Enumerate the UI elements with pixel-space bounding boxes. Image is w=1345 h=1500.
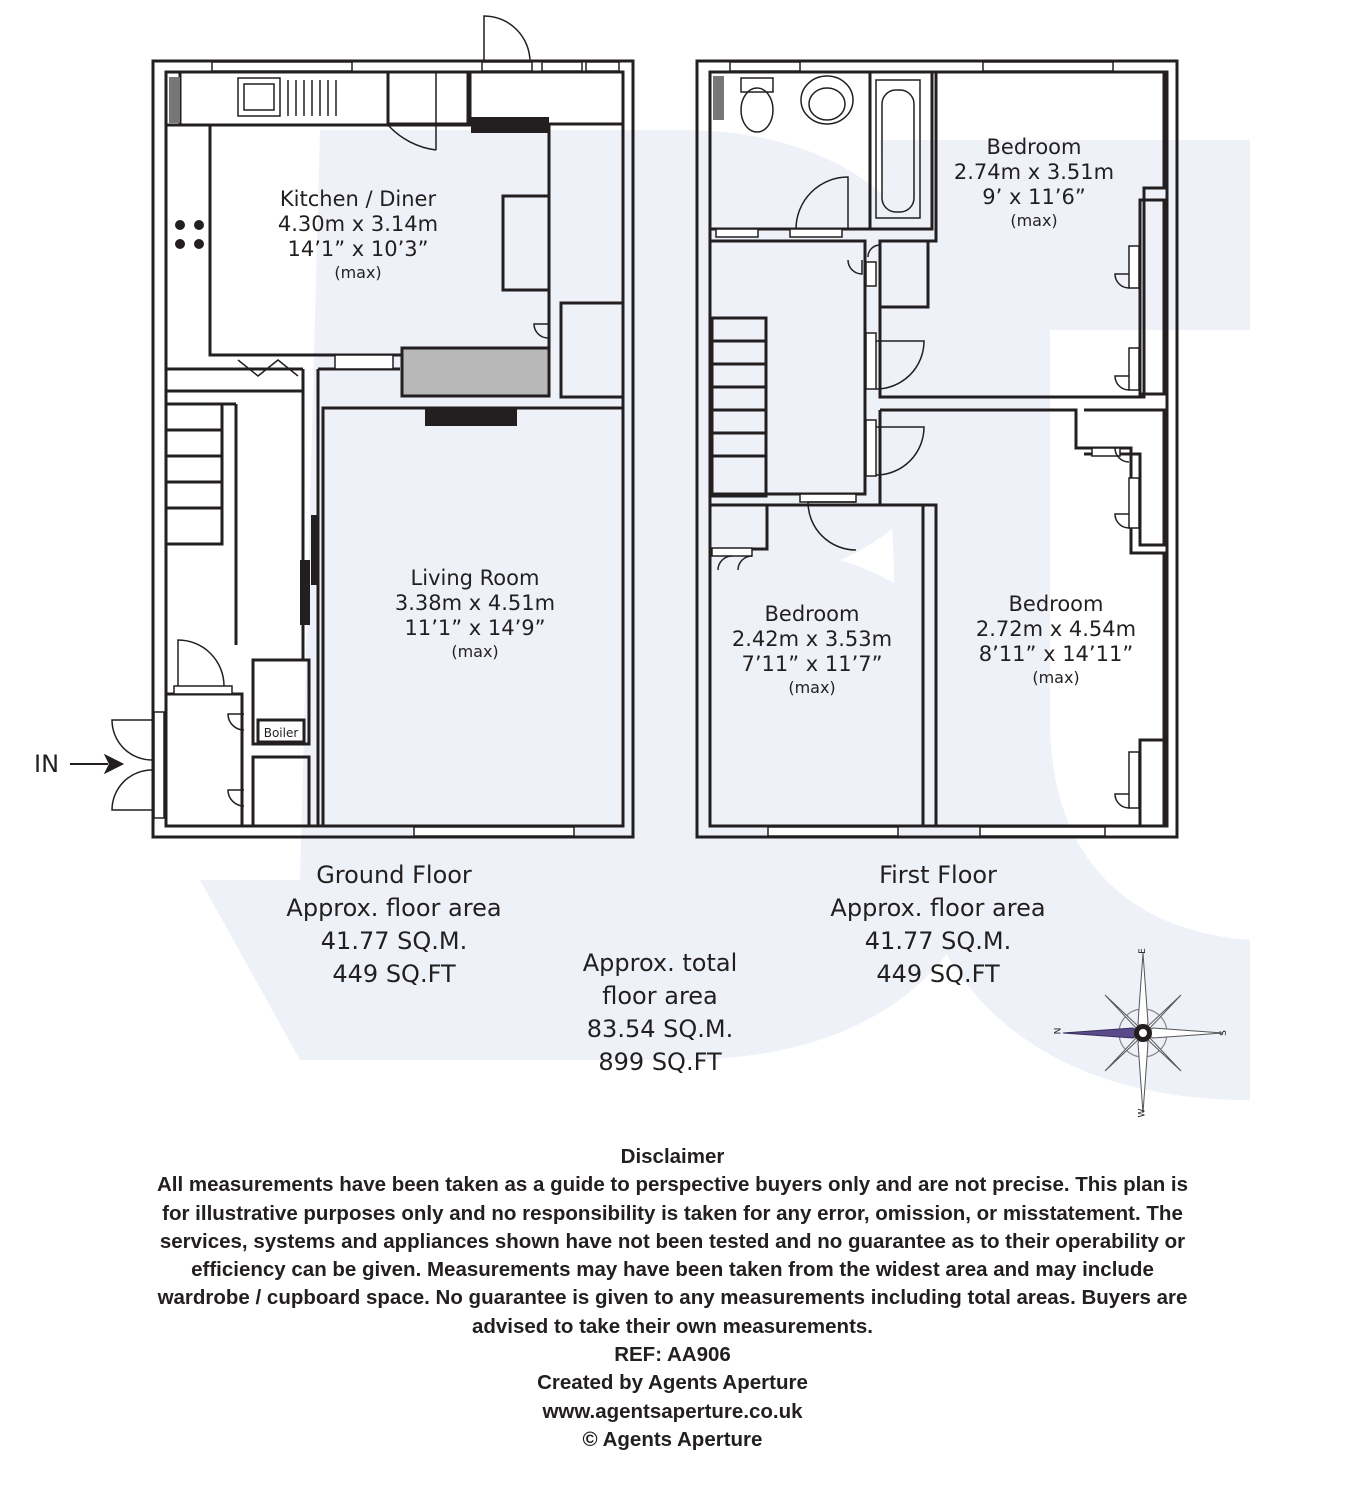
room-max-note: (max): [1032, 667, 1080, 687]
total-sqft: 899 SQ.FT: [598, 1048, 722, 1076]
room-name: Bedroom: [764, 602, 860, 626]
room-label-living-room: [345, 566, 605, 661]
room-max-note: (max): [1010, 210, 1058, 230]
floor-title: Ground Floor: [316, 861, 472, 889]
room-label-bedroom-2: [692, 602, 932, 697]
toilet-cistern: [713, 76, 724, 120]
disclaimer-line: services, systems and appliances shown have not been tested and no guarantee as to their operability or: [159, 1229, 1186, 1253]
room-metric: 4.30m x 3.14m: [277, 212, 439, 237]
area-sqft: 449 SQ.FT: [332, 960, 456, 988]
room-imperial: 8’11” x 14’11”: [978, 642, 1134, 667]
total-floor-area: [510, 947, 810, 1079]
room-name: Kitchen / Diner: [279, 187, 437, 211]
room-imperial: 11’1” x 14’9”: [404, 616, 546, 641]
room-name: Living Room: [410, 566, 540, 590]
entrance-label: IN: [34, 750, 60, 778]
room-max-note: (max): [788, 677, 836, 697]
room-metric: 2.42m x 3.53m: [731, 627, 893, 652]
compass-label-e: E: [1137, 948, 1148, 954]
sink-icon: [238, 78, 336, 116]
copyright: © Agents Aperture: [582, 1427, 763, 1451]
room-label-kitchen-diner: [228, 187, 488, 282]
floor-title: First Floor: [879, 861, 997, 889]
room-name: Bedroom: [986, 135, 1082, 159]
area-label: Approx. floor area: [830, 894, 1046, 922]
entrance-arrow-icon: [70, 756, 122, 772]
created-by: Created by Agents Aperture: [537, 1371, 808, 1395]
disclaimer-heading: Disclaimer: [620, 1145, 725, 1168]
room-max-note: (max): [451, 641, 499, 661]
disclaimer-block: [30, 1143, 1315, 1454]
website-link[interactable]: www.agentsaperture.co.uk: [542, 1399, 803, 1423]
hob-icon: [175, 220, 204, 249]
ground-floor-area: [244, 859, 544, 991]
chimney-breast: [402, 348, 549, 396]
room-metric: 2.74m x 3.51m: [953, 160, 1115, 185]
disclaimer-line: advised to take their own measurements.: [471, 1314, 874, 1338]
total-line-1: Approx. total: [582, 949, 738, 977]
area-sqm: 41.77 SQ.M.: [320, 927, 468, 955]
room-metric: 2.72m x 4.54m: [975, 617, 1137, 642]
first-floor-area: [788, 859, 1088, 991]
compass-label-w: W: [1137, 1108, 1148, 1118]
room-imperial: 9’ x 11’6”: [982, 185, 1086, 210]
disclaimer-line: All measurements have been taken as a guide to perspective buyers only and are not precise. This plan is: [156, 1173, 1189, 1197]
room-metric: 3.38m x 4.51m: [394, 591, 556, 616]
boiler-label: Boiler: [263, 726, 299, 740]
area-sqm: 41.77 SQ.M.: [864, 927, 1012, 955]
room-label-bedroom-1: [914, 135, 1154, 230]
compass-label-s: S: [1218, 1030, 1229, 1036]
room-label-bedroom-3: [936, 592, 1176, 687]
total-line-2: floor area: [602, 982, 718, 1010]
disclaimer-line: wardrobe / cupboard space. No guarantee is given to any measurements including total areas. Buyers are: [157, 1286, 1188, 1310]
compass-label-n: N: [1053, 1027, 1064, 1035]
room-imperial: 14’1” x 10’3”: [287, 237, 429, 262]
reference-number: REF: AA906: [614, 1343, 731, 1367]
disclaimer-line: for illustrative purposes only and no responsibility is taken for any error, omission, or misstatement. The: [162, 1201, 1183, 1225]
area-sqft: 449 SQ.FT: [876, 960, 1000, 988]
room-name: Bedroom: [1008, 592, 1104, 616]
room-imperial: 7’11” x 11’7”: [741, 652, 883, 677]
area-label: Approx. floor area: [286, 894, 502, 922]
room-max-note: (max): [334, 262, 382, 282]
disclaimer-line: efficiency can be given. Measurements may have been taken from the widest area and may include: [191, 1258, 1154, 1282]
total-sqm: 83.54 SQ.M.: [586, 1015, 734, 1043]
